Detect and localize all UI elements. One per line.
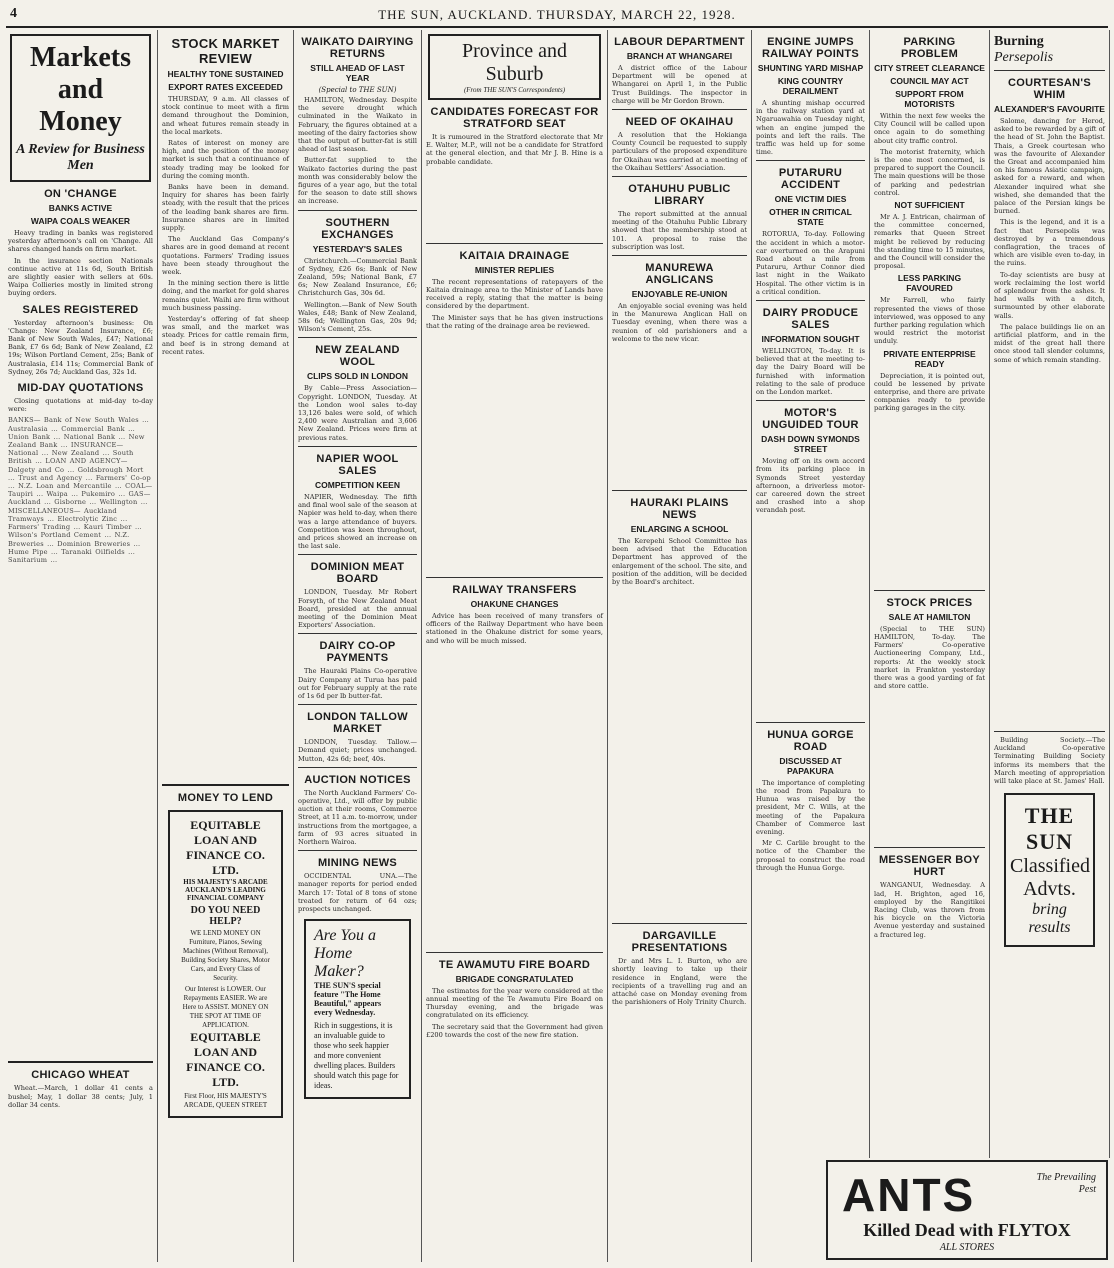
flytox-advertisement [826,1160,1108,1260]
loan-advertisement [168,810,283,1118]
column-waikato [294,30,422,1262]
article-text: Dr and Mrs L. I. Burton, who are shortly leaving to take up their residence in England, were the recipients of a travelling rug and an attaché case on Monday evening from the parishioners of Holy Trinity Church. [612,957,747,1007]
article-text: Yesterday afternoon's business: On 'Change: New Zealand Insurance, £6; Bank of New South Wales, £47; National Bank, £7 6s 6d; Bank of New Zealand, £2 19s; Wilson Portland Cement, 25s; Bank of Australasia, £14 11s; Commercial Bank of Sydney, 26s 7d; Auckland Gas, 32s 1d. [8,318,153,376]
article-text: The Kerepehi School Committee has been advised that the Education Department has approved of the enlargement of the school. The site, and position of the addition, will be decided by the Board's architect. [612,537,747,587]
article-text: An enjoyable social evening was held in the Manurewa Anglican Hall on Tuesday evening, when there was a reunion of old parishioners and a welcome to the new vicar. [612,302,747,343]
divider [874,590,985,591]
article-text: The recent representations of ratepayers of the Kaitaia drainage area to the Minister of Lands have received a reply, stating that the matter is being considered by the department. [426,277,603,311]
article-text: The North Auckland Farmers' Co-operative, Ltd., will offer by public auction at their rooms, Commerce Street, at 11 a.m. to-morrow, under instructions from the mortgagee, a farm of 93 acres situated in Northern Wairoa. [298,788,417,846]
article-text: NAPIER, Wednesday. The fifth and final wool sale of the season at Napier was held to-day, when there was a large attendance of buyers. Competition was keen throughout, and prices showed an increase on the last sale. [298,492,417,551]
article-text: Butter-fat supplied to the Waikato factories during the past month was considerably below the figures of a year ago, but the total for the season to date still shows an increase. [298,156,417,206]
ad-footer: ALL STORES [939,1242,995,1253]
headline: MESSENGER BOY HURT [878,854,981,879]
subheadline: DASH DOWN SYMONDS STREET [761,434,860,455]
column-stock-review [158,30,294,1262]
subheadline: SALE AT HAMILTON [888,611,971,622]
subheadline: BRANCH AT WHANGAREI [626,51,733,61]
article-continued [426,169,603,239]
markets-title: Markets and Money [29,42,132,137]
divider [426,243,603,244]
article-text: Depreciation, it is pointed out, could be lessened by private enterprise, and there are private companies ready to provide parking garages in the city. [874,371,985,413]
divider [298,850,417,851]
article-continued [874,693,985,843]
headline: TE AWAMUTU FIRE BOARD [438,958,591,971]
article-text: Salome, dancing for Herod, asked to be rewarded by a gift of the head of St. John the Baptist. Thais, a Greek courtesan who was the favourite of Alexander the Great and accompanied him on his famous Asiatic campaign, asked for a reward, and when Alexander inquired what she wished, she demanded that the palace of the Persian kings be burned. [994,117,1105,216]
article-text: The importance of completing the road from Papakura to Hunua was raised by the president, Mr C. Wills, at the meeting of the Papakura Chamber of Commerce last evening. [756,778,865,836]
title-part: Burning [994,34,1044,49]
ad-subheadline: Advts. [1023,878,1076,901]
headline: COURTESAN'S WHIM [1008,77,1091,101]
divider [612,923,747,924]
byline: (Special to THE SUN) [318,86,397,94]
divider [426,952,603,953]
ad-subheadline: Classified [1010,855,1090,878]
subheadline: EXPORT RATES EXCEEDED [168,82,283,92]
article-text: LONDON, Tuesday. Tallow.—Demand quiet; prices unchanged. Mutton, 42s 6d; beef, 40s. [298,738,417,763]
article-text: The Auckland Gas Company's shares are in good demand at recent quotations. Farmers' Trading issues have been steady throughout the week. [162,235,289,277]
subheadline: YESTERDAY'S SALES [312,243,403,254]
divider [994,731,1105,732]
ad-headline: Are You a Home Maker? [314,927,376,981]
headline: DOMINION MEAT BOARD [310,561,405,586]
article-text: Mr Farrell, who fairly represented the views of those interviewed, was opposed to any further parking regulation which would restrict the motorist unduly. [874,296,985,346]
ad-headline: THE SUN [1024,803,1075,855]
divider [8,1061,153,1063]
ad-subheadline: THE SUN'S special feature "The Home Beautiful," appears every Wednesday. [314,981,382,1018]
subheadline: BANKS ACTIVE [48,203,113,213]
article-continued [612,589,747,919]
divider [298,554,417,555]
column-local-news [608,30,752,1262]
subheadline: ENLARGING A SCHOOL [630,524,729,535]
ad-tagline: bring results [1028,901,1071,937]
article-text: To-day scientists are busy at work reclaiming the lost world of splendour from the ashes. It had walls with a ditch, surmounted by other elaborate walls. [994,270,1105,320]
title-part: Persepolis [994,50,1054,65]
divider [756,400,865,401]
province-subtitle: (From THE SUN'S Correspondents) [463,86,566,94]
subheadline: OHAKUNE CHANGES [470,599,559,610]
subheadline: ENJOYABLE RE-UNION [631,289,728,300]
headline: MOTOR'S UNGUIDED TOUR [762,407,859,432]
divider [298,446,417,447]
subheadline: WAIPA COALS WEAKER [30,216,131,226]
ad-company-name: EQUITABLE LOAN AND FINANCE CO. LTD. [186,818,265,878]
headline: OTAHUHU PUBLIC LIBRARY [628,183,731,208]
headline: ON 'CHANGE [44,188,117,200]
divider [298,633,417,634]
subheadline: ALEXANDER'S FAVOURITE [994,104,1105,114]
article-text: LONDON, Tuesday. Mr Robert Forsyth, of the New Zealand Meat Board, presided at the annual meeting of the Dominion Meat Exporters' Association. [298,588,417,630]
article-text: WELLINGTON, To-day. It is believed that at the meeting to-day the Dairy Board will be furnished with information relating to the sale of produce on the London market. [756,347,865,397]
ad-address: First Floor, HIS MAJESTY'S ARCADE, QUEEN STREET [183,1092,268,1110]
headline: DARGAVILLE PRESENTATIONS [631,930,728,955]
home-maker-advertisement [304,919,411,1099]
subheadline: KING COUNTRY DERAILMENT [777,76,844,96]
article-continued [162,359,289,779]
headline: KAITAIA DRAINAGE [459,249,570,262]
classified-advertisement [1004,793,1095,947]
article-text: Mr C. Carlile brought to the notice of the Chamber the proposal to construct the road through the Hunua Gorge. [756,839,865,872]
subheadline: LESS PARKING FAVOURED [897,273,962,294]
headline: MID-DAY QUOTATIONS [17,382,144,395]
province-title-box [428,34,601,100]
article-text: ROTORUA, To-day. Following the accident in which a motor-car overturned on the Arapuni Road about a mile from Putaruru, Arthur Connor died last night in the Waikato Hospital. The other victim is in a critical condition. [756,230,865,296]
article-text: The Minister says that he has given instructions that the rating of the drainage area be reviewed. [426,313,603,330]
ad-headline: ANTS [842,1169,976,1221]
headline: RAILWAY TRANSFERS [452,584,577,597]
article-text: Banks have been in demand. Inquiry for shares has been fairly steady, with the result that the prices of the leading bank shares are firm. Insurance shares are in limited supply. [162,183,289,233]
markets-title-box [10,34,151,182]
article-text: It is rumoured in the Stratford electorate that Mr E. Walter, M.P., will not be a candidate for Stratford at the general election, and that Mr J. B. Hine is a probable candidate. [426,133,603,166]
article-continued [756,518,865,718]
article-text: WANGANUI, Wednesday. A lad, H. Brighton, aged 16, employed by the Rangitikei Racing Club, was thrown from his bicycle on the Victoria Avenue yesterday and sustained a fractured leg. [874,881,985,939]
article-text: The palace buildings lie on an artificial platform, and in the midst of the great hall there once stood tall slender columns, some of which remain standing. [994,322,1105,364]
column-province [422,30,608,1262]
divider [426,577,603,578]
divider [756,722,865,723]
article-text: Building Society.—The Auckland Co-operative Terminating Building Society informs its members that the March meeting of appropriation will take place at St. James' Hall. [994,735,1105,785]
subheadline: DISCUSSED AT PAPAKURA [779,755,842,776]
subheadline: BRIGADE CONGRATULATED [455,973,574,984]
page-number: 4 [10,6,18,21]
article-text: The estimates for the year were considered at the annual meeting of the Te Awamutu Fire Board on Thursday evening, and the brigade was congratulated on its efficiency. [426,986,603,1020]
headline: WAIKATO DAIRYING RETURNS [301,36,414,60]
column-markets [4,30,158,1262]
article-text: Moving off on its own accord from its parking place in Symonds Street yesterday afternoon, a driverless motor-car careered down the street and crashed into a shop verandah post. [756,457,865,515]
ad-tagline: AUCKLAND'S LEADING FINANCIAL COMPANY [185,886,266,903]
subheadline: CLIPS SOLD IN LONDON [306,371,409,382]
divider [612,490,747,491]
subheadline: STILL AHEAD OF LAST YEAR [310,63,405,83]
ad-address: HIS MAJESTY'S ARCADE [183,878,268,887]
article-text: (Special to THE SUN) HAMILTON, To-day. The Farmers' Co-operative Auctioneering Company, Ltd., reports: At the weekly stock market in Frankton yesterday there was a good yarding of fat and store cattle. [874,624,985,691]
headline: MANUREWA ANGLICANS [645,262,714,287]
ad-tagline: The Prevailing Pest [1036,1172,1096,1195]
subheadline: COUNCIL MAY ACT [890,76,969,86]
article-continued [426,333,603,573]
ad-body: Our Interest is LOWER. Our Repayments EASIER. We are Here to ASSIST. MONEY ON THE SPOT AT TIME OF APPLICATION. [182,985,269,1030]
headline: PUTARURU ACCIDENT [778,167,843,192]
subheadline: PRIVATE ENTERPRISE READY [883,348,976,369]
column-accidents [752,30,870,1158]
headline: SALES REGISTERED [22,303,139,316]
article-continued [612,346,747,486]
article-text: Wellington.—Bank of New South Wales, £48; Bank of New Zealand, 58s 6d; Wellington Gas, 20s 9d; Wilson's Cement, 25s. [298,300,417,334]
article-text: Yesterday's offering of fat sheep was small, and the market was steady. Prices for cattle remain firm, and beef is in strong demand at recent rates. [162,315,289,356]
headline: PARKING PROBLEM [900,36,959,60]
masthead [6,4,1108,28]
article-text: In the insurance section Nationals continue active at 11s 6d, South British are slightly easier with sellers at 60s. Waipa Collieries mostly in limited strong buying orders. [8,256,153,298]
headline: NEED OF OKAIHAU [625,116,734,129]
headline: STOCK MARKET REVIEW [171,36,280,66]
subheadline: OTHER IN CRITICAL STATE [769,207,852,228]
subheadline: COMPETITION KEEN [314,479,400,490]
article-text: This is the legend, and it is a fact that Persepolis was destroyed by a tremendous conflagration, the traces of which are visible even to-day, in the ruins. [994,218,1105,268]
persepolis-title [994,34,1105,66]
ad-headline: DO YOU NEED HELP? [190,905,261,928]
article-text: HAMILTON, Wednesday. Despite the severe drought which culminated in the Waikato in February, the figures obtained at a meeting of the dairy factories show that the output of butter-fat is still ahead of last season. [298,96,417,154]
markets-subtitle: A Review for Business Men [16,142,145,173]
headline: ENGINE JUMPS RAILWAY POINTS [761,36,860,60]
article-text: The motorist fraternity, which is the one most concerned, is prepared to support the Council. The main questions will be those of parking and pedestrian control. [874,147,985,197]
article-text: The Hauraki Plains Co-operative Dairy Company at Turua has paid out for February supply at the rate of 1s 6d per lb butter-fat. [298,667,417,700]
column-parking [870,30,990,1158]
ad-company-name: EQUITABLE LOAN AND FINANCE CO. LTD. [186,1030,265,1090]
divider [612,109,747,110]
divider [756,300,865,301]
headline: DAIRY CO-OP PAYMENTS [319,640,396,665]
province-title: Province and Suburb [462,40,567,85]
ad-body: Rich in suggestions, it is an invaluable guide to those who seek happier and more convenient dwelling places. Builders should watch this page for ideas. [314,1021,399,1091]
article-continued [994,367,1105,727]
subheadline: INFORMATION SOUGHT [761,334,860,345]
headline: NEW ZEALAND WOOL [315,344,400,369]
headline: CHICAGO WHEAT [31,1069,130,1082]
headline: SOUTHERN EXCHANGES [321,216,394,241]
subheadline: HEALTHY TONE SUSTAINED [167,69,284,79]
article-text: The secretary said that the Government had given £200 towards the cost of the new fire station. [426,1022,603,1039]
subheadline: NOT SUFFICIENT [894,200,965,211]
headline: LABOUR DEPARTMENT [614,36,745,48]
headline: CANDIDATES FORECAST FOR STRATFORD SEAT [430,106,599,130]
divider [298,210,417,211]
article-text: Heavy trading in banks was registered yesterday afternoon's call on 'Change. All shares changed hands on firm market. [8,229,153,254]
divider [298,704,417,705]
masthead-line: THE SUN, AUCKLAND. THURSDAY, MARCH 22, 1928. [378,7,736,22]
headline: DAIRY PRODUCE SALES [762,307,859,332]
ad-body: Killed Dead with FLYTOX [863,1220,1071,1240]
article-text: Closing quotations at mid-day to-day were: [8,397,153,414]
subheadline: SHUNTING YARD MISHAP [757,63,864,73]
divider [756,160,865,161]
article-text: A resolution that the Hokianga County Council be requested to supply particulars of the proposed expenditure for Okaihau was carried at a meeting of the Okaihau Settlers' Association. [612,131,747,172]
headline: STOCK PRICES [886,596,973,609]
subheadline: MINISTER REPLIES [474,264,555,275]
divider [874,847,985,848]
ad-body: WE LEND MONEY ON Furniture, Pianos, Sewing Machines (Without Removal), Building Society Shares, Motor Cars, and Every Class of Security. [181,929,270,983]
article-continued [426,648,603,948]
divider [298,767,417,768]
divider [298,337,417,338]
headline: HUNUA GORGE ROAD [767,728,854,753]
article-text: In the mining section there is little doing, and the market for gold shares remains quiet. Waihi are firm without much business passing. [162,279,289,312]
divider [994,70,1105,71]
headline: LONDON TALLOW MARKET [307,711,408,736]
article-text: Advice has been received of many transfers of officers of the Railway Department who have been stationed in the Ohakune district for some years, and who will be much missed. [426,612,603,645]
quotations-table: BANKS— Bank of New South Wales ... Australasia ... Commercial Bank ... Union Bank ... National Bank ... New Zealand Bank ... INSURANCE— National ... New Zealand ... South British ... LOAN AND AGENCY— Dalgety and Co ... Goldsbrough Mort ... Trust and Agency ... Farmers' Co-op ... N.Z. Loan and Mercantile ... COAL— Taupiri ... Waipa ... Pukemiro ... GAS— Auckland ... Gisborne ... Wellington ... MISCELLANEOUS— Auckland Tramways ... Electrolytic Zinc ... Farmers' Trading ... Kauri Timber ... Wilson's Portland Cement ... N.Z. Breweries ... Dominion Breweries ... Hume Pipe ... Taranaki Oilfields ... Sanitarium ... [8,416,153,564]
article-continued [874,416,985,586]
article-text: Within the next few weeks the City Council will be called upon once again to do something about city traffic control. [874,112,985,145]
article-text: A district office of the Labour Department will be opened at Whangarei on April 1, in the Public Trust Buildings. The inspector in charge will be Mr Gordon Brown. [612,64,747,105]
divider [162,784,289,786]
article-text: Christchurch.—Commercial Bank of Sydney, £26 6s; Bank of New Zealand, 59s; National Bank, £7 6s; New Zealand Insurance, £6; Christchurch Gas, 30s 6d. [298,256,417,298]
headline: NAPIER WOOL SALES [316,452,399,477]
divider [612,255,747,256]
article-text: OCCIDENTAL UNA.—The manager reports for period ended March 17: Total of 8 tons of stone treated for return of 64 ozs; prospects unchanged. [298,872,417,913]
column-persepolis [990,30,1110,1158]
article-text: Wheat.—March, 1 dollar 41 cents a bushel; May, 1 dollar 38 cents; July, 1 dollar 34 cents. [8,1084,153,1109]
article-text: By Cable—Press Association—Copyright. LONDON, Tuesday. At the London wool sales to-day 13,126 bales were sold, of which 2,400 were Australian and 3,606 New Zealand. Prices were firm at previous rates. [298,384,417,442]
headline: MONEY TO LEND [177,792,274,805]
subheadline: CITY STREET CLEARANCE [874,63,985,73]
subheadline: SUPPORT FROM MOTORISTS [895,89,964,109]
headline: MINING NEWS [317,857,398,870]
article-text: Mr A. J. Entrican, chairman of the committee concerned, remarks that Queen Street might be relieved by reducing the standing time to 15 minutes, and the Council will consider the proposal. [874,213,985,271]
divider [612,176,747,177]
article-text: THURSDAY, 9 a.m. All classes of stock continue to meet with a firm demand throughout the Dominion, and wheat futures remain steady in the local markets. [162,95,289,136]
article-text: Rates of interest on money are high, and the position of the money market is such that a continuance of steady trading may be looked for during the coming month. [162,139,289,180]
headline: HAURAKI PLAINS NEWS [630,497,729,522]
article-text: The report submitted at the annual meeting of the Otahuhu Public Library showed that the membership stood at 101. A proposal to raise the subscription was lost. [612,210,747,251]
headline: AUCTION NOTICES [304,773,411,786]
subheadline: ONE VICTIM DIES [774,194,847,205]
article-text: A shunting mishap occurred in the railway station yard at Ngaruawahia on Tuesday night, when an engine jumped the points and left the rails. The traffic was held up for some time. [756,99,865,157]
